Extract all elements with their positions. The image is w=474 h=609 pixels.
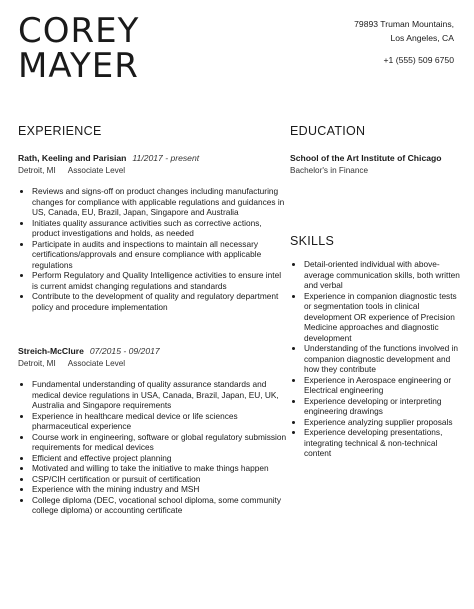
job-location: Detroit, MI: [18, 166, 56, 175]
address-line-1: 79893 Truman Mountains,: [354, 19, 454, 29]
list-item: • Experience with the mining industry and MSH: [32, 484, 288, 495]
list-item: • Contribute to the development of quality and regulatory department policy and procedure implementation: [32, 291, 288, 312]
list-item: • Initiates quality assurance activities such as corrective actions, product investigations and holds, as needed: [32, 218, 288, 239]
company-name: Rath, Keeling and Parisian: [18, 153, 127, 163]
job-title-line: [18, 152, 288, 164]
list-item: • Experience in Aerospace engineering or Electrical engineering: [304, 375, 465, 396]
job-bullets: [18, 379, 288, 516]
job-title-line: [18, 345, 288, 357]
list-item: • Understanding of the functions involved in companion diagnostic development and how they contribute: [304, 343, 465, 375]
phone-number: +1 (555) 509 6750: [383, 55, 454, 65]
skills-list: [290, 259, 465, 459]
school-name: School of the Art Institute of Chicago: [290, 153, 442, 163]
address-line-2: Los Angeles, CA: [390, 33, 454, 43]
list-item: • Motivated and willing to take the initiative to make things happen: [32, 463, 288, 474]
list-item: • Participate in audits and inspections to maintain all necessary certifications/approvals and ensure compliance with applicable regulations: [32, 239, 288, 271]
company-name: Streich-McClure: [18, 346, 84, 356]
list-item: • Experience in companion diagnostic tests or segmentation tools in clinical development OR experience of Precision Medicine approaches and diagnostic development: [304, 291, 465, 344]
list-item: • Experience developing presentations, integrating technical & non-technical content: [304, 427, 465, 459]
job-meta: [18, 165, 288, 177]
list-item: • Efficient and effective project planning: [32, 453, 288, 464]
contact-block: [354, 17, 454, 67]
list-item: • Fundamental understanding of quality assurance standards and medical device regulations in USA, Canada, Brazil, Japan, EU, UK, Australia and Singapore requirements: [32, 379, 288, 411]
job-entry: [18, 152, 288, 312]
job-meta: [18, 358, 288, 370]
job-level: Associate Level: [67, 166, 126, 175]
list-item: • Course work in engineering, software or global regulatory submission requirements for medical devices: [32, 432, 288, 453]
list-item: • Reviews and signs-off on product changes including manufacturing changes for compliance with applicable regulations and guidances in US, Canada, EU, Brazil, Japan, Singapore and Australia: [32, 186, 288, 218]
degree: Bachelor's in Finance: [290, 166, 369, 175]
list-item: • Experience developing or interpreting engineering drawings: [304, 396, 465, 417]
job-location: Detroit, MI: [18, 359, 56, 368]
education-heading: EDUCATION: [290, 124, 366, 138]
list-item: • Perform Regulatory and Quality Intelligence activities to ensure intel is current amidst changing regulations and standards: [32, 270, 288, 291]
job-dates: 07/2015 - 09/2017: [89, 346, 160, 356]
list-item: • Experience in healthcare medical device or life sciences pharmaceutical experience: [32, 411, 288, 432]
candidate-name: [18, 11, 140, 86]
job-entry: [18, 345, 288, 516]
experience-heading: EXPERIENCE: [18, 124, 102, 138]
skills-section: [290, 259, 465, 459]
list-item: • Experience analyzing supplier proposals: [304, 417, 465, 428]
job-level: Associate Level: [67, 359, 126, 368]
skills-heading: SKILLS: [290, 234, 335, 248]
job-bullets: [18, 186, 288, 312]
list-item: • College diploma (DEC, vocational school diploma, some community college diploma) or accounting certificate: [32, 495, 288, 516]
first-name: COREY: [18, 11, 140, 51]
list-item: • CSP/CIH certification or pursuit of certification: [32, 474, 288, 485]
education-entry: [290, 152, 460, 177]
list-item: • Detail-oriented individual with above-average communication skills, both written and verbal: [304, 259, 465, 291]
job-dates: 11/2017 - present: [132, 153, 200, 163]
last-name: MAYER: [18, 46, 139, 86]
